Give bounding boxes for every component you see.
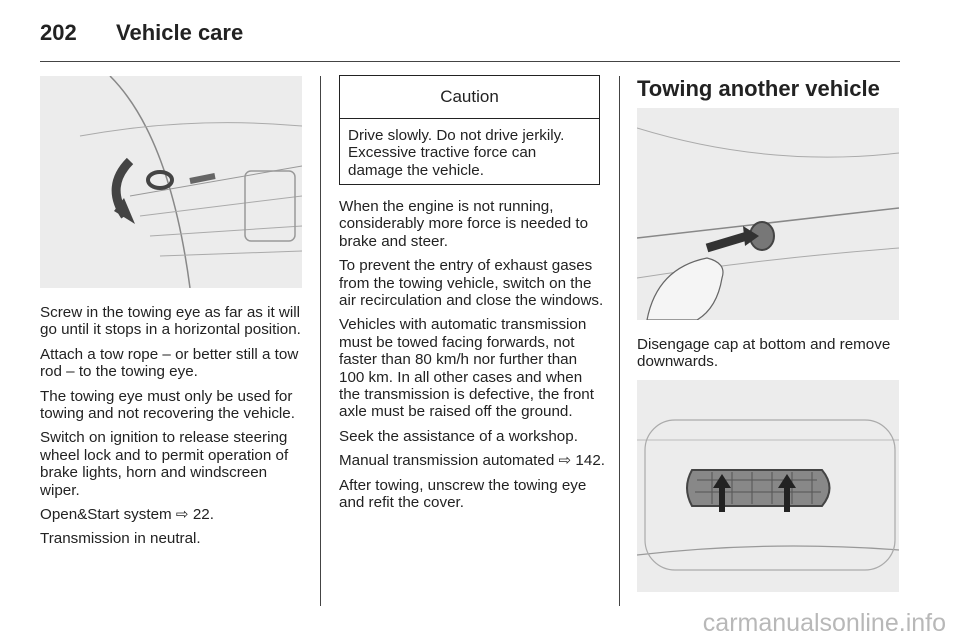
column-divider-right — [619, 76, 620, 606]
caption: Disengage cap at bottom and remove downwards. — [637, 336, 891, 371]
paragraph-link-transmission[interactable]: Manual transmission automated ⇨ 142. — [339, 452, 605, 470]
paragraph: Transmission in neutral. — [40, 530, 201, 548]
grille-illustration — [637, 380, 899, 592]
column-1-text — [40, 304, 306, 555]
cap-removal-illustration — [637, 108, 899, 320]
towing-eye-drawing — [40, 76, 302, 288]
caution-text: Drive slowly. Do not drive jerkily. Excessive tractive force can damage the vehicle. — [348, 127, 565, 179]
paragraph: The towing eye must only be used for towing and not recovering the vehicle. — [40, 387, 295, 423]
paragraph: After towing, unscrew the towing eye and refit the cover. — [339, 476, 587, 512]
page-header-title: Vehicle care — [116, 20, 244, 45]
column-2-text — [339, 198, 605, 519]
paragraph: When the engine is not running, considerably more force is needed to brake and steer. — [339, 198, 589, 250]
paragraph: Seek the assistance of a workshop. — [339, 427, 578, 445]
page-number: 202 — [40, 20, 77, 45]
cap-removal-drawing — [637, 108, 899, 320]
watermark: carmanualsonline.info — [702, 609, 946, 637]
paragraph: Attach a tow rope – or better still a tow rod – to the towing eye. — [40, 345, 299, 381]
paragraph: Vehicles with automatic transmission must be towed facing forwards, not faster than 80 km/h nor further than 100 km. In all other cases and when the transmission is defective, the front axle must be raised off the ground. — [339, 316, 594, 421]
towing-eye-illustration — [40, 76, 302, 288]
paragraph-link-open-start[interactable]: Open&Start system ⇨ 22. — [40, 506, 214, 524]
paragraph: Switch on ignition to release steering wheel lock and to permit operation of brake lights, horn and windscreen wiper. — [40, 429, 289, 499]
section-title: Towing another vehicle — [637, 76, 880, 101]
column-divider-left — [320, 76, 321, 606]
header-divider — [40, 61, 900, 62]
paragraph: Screw in the towing eye as far as it will go until it stops in a horizontal position. — [40, 304, 301, 339]
caution-box — [339, 75, 600, 185]
caution-title: Caution — [340, 76, 599, 119]
grille-drawing — [637, 380, 899, 592]
paragraph: To prevent the entry of exhaust gases from the towing vehicle, switch on the air recirculation and close the windows. — [339, 257, 604, 310]
column-3-caption — [637, 336, 903, 378]
